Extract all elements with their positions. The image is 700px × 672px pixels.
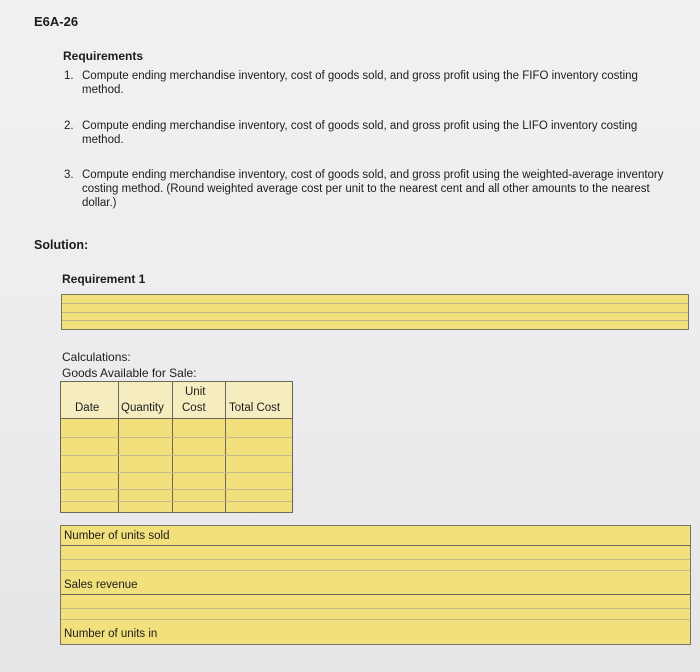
divider — [61, 437, 292, 438]
column-header-total-cost: Total Cost — [229, 402, 281, 414]
divider — [172, 382, 173, 512]
column-header-cost: Cost — [182, 402, 206, 414]
calculations-label: Calculations: — [62, 350, 131, 364]
column-header-quantity: Quantity — [121, 402, 164, 414]
divider — [61, 472, 292, 473]
divider — [118, 382, 119, 512]
divider — [61, 619, 690, 620]
requirements-heading: Requirements — [63, 49, 144, 63]
requirement-number: 2. — [64, 120, 74, 132]
column-header-date: Date — [75, 402, 100, 414]
requirement-1-label: Requirement 1 — [62, 272, 146, 286]
divider — [61, 489, 292, 490]
divider — [61, 545, 690, 546]
divider — [61, 455, 292, 456]
column-header-unit: Unit — [185, 386, 206, 398]
divider — [61, 608, 690, 609]
answer-box[interactable] — [61, 294, 689, 330]
answer-worksheet[interactable] — [60, 525, 691, 645]
requirement-item-2 — [64, 119, 684, 149]
requirement-number: 1. — [64, 70, 74, 82]
sales-revenue-label: Sales revenue — [64, 579, 138, 591]
requirement-text: Compute ending merchandise inventory, cost of goods sold, and gross profit using the weighted-average inventory costing method. (Round weighted average cost per unit to the nearest cent and all other amounts to the nearest dollar.) — [82, 169, 664, 209]
units-sold-label: Number of units sold — [64, 530, 170, 542]
divider — [61, 570, 690, 571]
solution-heading: Solution: — [34, 238, 89, 252]
goods-available-label: Goods Available for Sale: — [62, 366, 197, 380]
requirement-text: Compute ending merchandise inventory, cost of goods sold, and gross profit using the FIFO inventory costing method. — [82, 70, 638, 96]
goods-available-table — [60, 381, 293, 513]
exercise-title: E6A-26 — [34, 14, 79, 29]
units-in-label: Number of units in — [64, 628, 158, 640]
requirement-item-1 — [64, 69, 684, 99]
divider — [61, 501, 292, 502]
requirement-text: Compute ending merchandise inventory, cost of goods sold, and gross profit using the LIFO inventory costing method. — [82, 120, 638, 146]
requirement-number: 3. — [64, 169, 74, 181]
divider — [225, 382, 226, 512]
divider — [61, 418, 292, 419]
divider — [61, 559, 690, 560]
requirement-item-3 — [64, 168, 684, 214]
divider — [61, 594, 690, 595]
